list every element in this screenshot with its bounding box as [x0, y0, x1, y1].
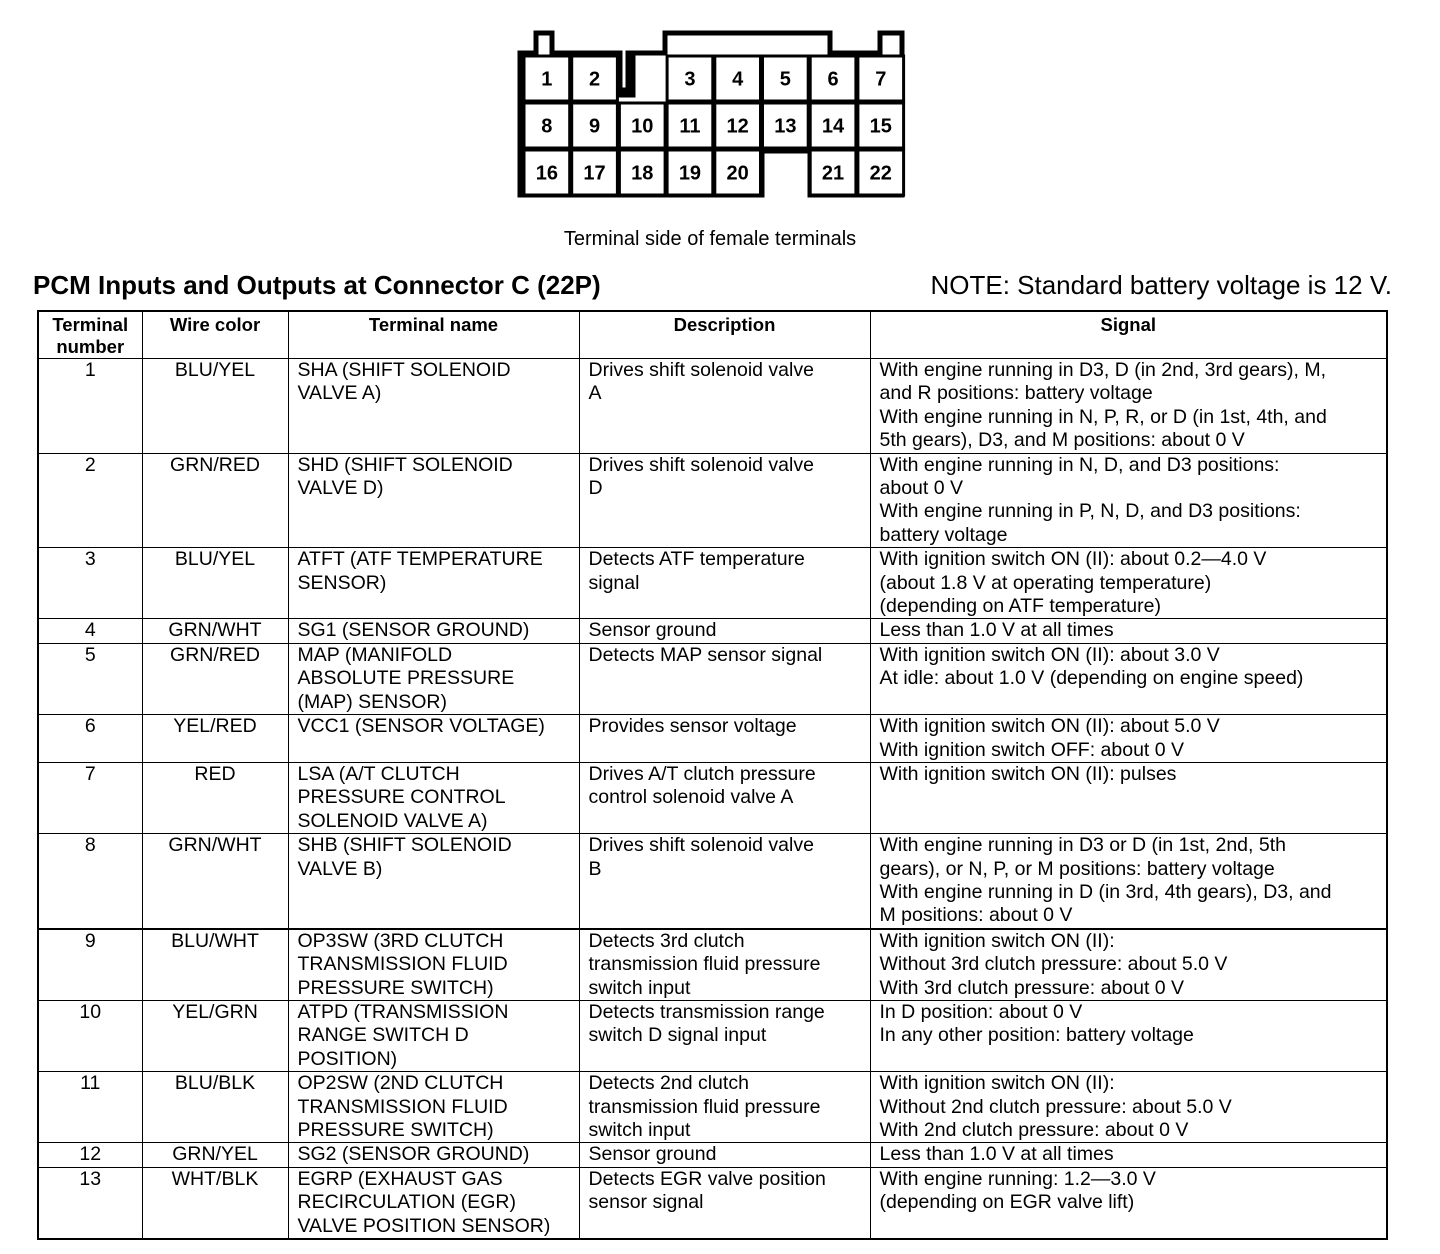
connector-diagram [500, 20, 920, 205]
terminal-number-cell: 9 [38, 929, 142, 1001]
signal-cell: With ignition switch ON (II): Without 3rd clutch pressure: about 5.0 V With 3rd clutch pressure: about 0 V [870, 929, 1387, 1001]
signal-cell: With engine running in D3, D (in 2nd, 3rd gears), M, and R positions: battery voltage With engine running in N, P, R, or D (in 1st, 4th, and 5th gears), D3, and M positions: about 0 V [870, 359, 1387, 454]
connector-caption: Terminal side of female terminals [563, 228, 857, 250]
table-row [38, 1000, 1387, 1071]
wire-color-cell: WHT/BLK [142, 1167, 288, 1239]
signal-cell: With ignition switch ON (II): Without 2nd clutch pressure: about 5.0 V With 2nd clutch pressure: about 0 V [870, 1072, 1387, 1143]
terminal-label: 13 [774, 115, 797, 138]
table-row [38, 762, 1387, 833]
table-row [38, 359, 1387, 454]
description-cell: Detects transmission range switch D signal input [579, 1000, 870, 1071]
terminal-name-cell: MAP (MANIFOLD ABSOLUTE PRESSURE (MAP) SENSOR) [288, 643, 579, 714]
wire-color-cell: BLU/YEL [142, 548, 288, 619]
wire-color-cell: BLU/WHT [142, 929, 288, 1001]
terminal-name-cell: ATFT (ATF TEMPERATURE SENSOR) [288, 548, 579, 619]
terminal-label: 17 [583, 162, 606, 185]
terminal-label: 19 [678, 162, 702, 185]
terminal-label: 1 [541, 68, 553, 91]
terminal-label: 4 [732, 68, 744, 91]
terminal-label: 6 [827, 68, 839, 91]
col-terminal-number: Terminal number [38, 311, 142, 359]
wire-color-cell: GRN/RED [142, 643, 288, 714]
terminal-label: 14 [821, 115, 845, 138]
description-cell: Detects EGR valve position sensor signal [579, 1167, 870, 1239]
terminal-name-cell: ATPD (TRANSMISSION RANGE SWITCH D POSITION) [288, 1000, 579, 1071]
terminal-number-cell: 5 [38, 643, 142, 714]
terminal-number-cell: 8 [38, 834, 142, 929]
table-row [38, 929, 1387, 1001]
wire-color-cell: GRN/YEL [142, 1143, 288, 1167]
terminal-label: 5 [779, 68, 791, 91]
signal-cell: In D position: about 0 V In any other position: battery voltage [870, 1000, 1387, 1071]
terminal-label: 8 [541, 115, 553, 138]
terminal-label: 18 [631, 162, 654, 185]
table-body [38, 359, 1387, 1240]
signal-cell: Less than 1.0 V at all times [870, 1143, 1387, 1167]
wire-color-cell: BLU/YEL [142, 359, 288, 454]
terminal-number-cell: 12 [38, 1143, 142, 1167]
terminal-number-cell: 11 [38, 1072, 142, 1143]
description-cell: Drives shift solenoid valve A [579, 359, 870, 454]
terminal-number-cell: 1 [38, 359, 142, 454]
pcm-io-table [37, 310, 1388, 1240]
terminal-label: 12 [726, 115, 749, 138]
col-description: Description [579, 311, 870, 359]
wire-color-cell: YEL/GRN [142, 1000, 288, 1071]
description-cell: Detects 2nd clutch transmission fluid pressure switch input [579, 1072, 870, 1143]
wire-color-cell: BLU/BLK [142, 1072, 288, 1143]
terminal-number-cell: 10 [38, 1000, 142, 1071]
col-signal: Signal [870, 311, 1387, 359]
signal-cell: With ignition switch ON (II): about 3.0 V At idle: about 1.0 V (depending on engine speed) [870, 643, 1387, 714]
terminal-cells [524, 56, 904, 195]
table-row [38, 834, 1387, 929]
wire-color-cell: GRN/WHT [142, 834, 288, 929]
description-cell: Sensor ground [579, 1143, 870, 1167]
terminal-name-cell: SG2 (SENSOR GROUND) [288, 1143, 579, 1167]
signal-cell: With engine running in D3 or D (in 1st, 2nd, 5th gears), or N, P, or M positions: battery voltage With engine running in D (in 3rd, 4th gears), D3, and M positions: about 0 V [870, 834, 1387, 929]
terminal-name-cell: SHB (SHIFT SOLENOID VALVE B) [288, 834, 579, 929]
table-header-row [38, 311, 1387, 359]
description-cell: Drives shift solenoid valve D [579, 453, 870, 548]
table-row [38, 453, 1387, 548]
terminal-number-cell: 4 [38, 619, 142, 643]
col-terminal-name: Terminal name [288, 311, 579, 359]
signal-cell: With engine running in N, D, and D3 positions: about 0 V With engine running in P, N, D, and D3 positions: battery voltage [870, 453, 1387, 548]
description-cell: Drives shift solenoid valve B [579, 834, 870, 929]
terminal-label: 20 [726, 162, 749, 185]
terminal-label: 3 [684, 68, 696, 91]
wire-color-cell: YEL/RED [142, 715, 288, 763]
signal-cell: With ignition switch ON (II): pulses [870, 762, 1387, 833]
description-cell: Provides sensor voltage [579, 715, 870, 763]
terminal-label: 22 [869, 162, 892, 185]
description-cell: Sensor ground [579, 619, 870, 643]
signal-cell: With engine running: 1.2—3.0 V (depending on EGR valve lift) [870, 1167, 1387, 1239]
terminal-name-cell: OP2SW (2ND CLUTCH TRANSMISSION FLUID PRESSURE SWITCH) [288, 1072, 579, 1143]
terminal-label: 11 [679, 115, 701, 138]
signal-cell: With ignition switch ON (II): about 0.2—4.0 V (about 1.8 V at operating temperature) (depending on ATF temperature) [870, 548, 1387, 619]
signal-cell: With ignition switch ON (II): about 5.0 V With ignition switch OFF: about 0 V [870, 715, 1387, 763]
page-title: PCM Inputs and Outputs at Connector C (22P) [33, 270, 601, 300]
table-row [38, 1072, 1387, 1143]
terminal-label: 15 [869, 115, 892, 138]
terminal-name-cell: SHA (SHIFT SOLENOID VALVE A) [288, 359, 579, 454]
terminal-number-cell: 7 [38, 762, 142, 833]
signal-cell: Less than 1.0 V at all times [870, 619, 1387, 643]
terminal-name-cell: LSA (A/T CLUTCH PRESSURE CONTROL SOLENOID VALVE A) [288, 762, 579, 833]
terminal-number-cell: 6 [38, 715, 142, 763]
table-row [38, 1167, 1387, 1239]
table-row [38, 643, 1387, 714]
table-row [38, 548, 1387, 619]
table-row [38, 1143, 1387, 1167]
terminal-number-cell: 13 [38, 1167, 142, 1239]
wire-color-cell: GRN/WHT [142, 619, 288, 643]
terminal-label: 2 [588, 68, 601, 91]
connector-lock-bar [665, 33, 830, 53]
table-row [38, 619, 1387, 643]
terminal-name-cell: EGRP (EXHAUST GAS RECIRCULATION (EGR) VALVE POSITION SENSOR) [288, 1167, 579, 1239]
description-cell: Detects 3rd clutch transmission fluid pressure switch input [579, 929, 870, 1001]
table-row [38, 715, 1387, 763]
description-cell: Drives A/T clutch pressure control solenoid valve A [579, 762, 870, 833]
terminal-name-cell: VCC1 (SENSOR VOLTAGE) [288, 715, 579, 763]
voltage-note: NOTE: Standard battery voltage is 12 V. [930, 270, 1392, 300]
wire-color-cell: RED [142, 762, 288, 833]
terminal-label: 10 [631, 115, 654, 138]
terminal-number-cell: 3 [38, 548, 142, 619]
col-wire-color: Wire color [142, 311, 288, 359]
terminal-name-cell: OP3SW (3RD CLUTCH TRANSMISSION FLUID PRESSURE SWITCH) [288, 929, 579, 1001]
wire-color-cell: GRN/RED [142, 453, 288, 548]
description-cell: Detects MAP sensor signal [579, 643, 870, 714]
terminal-label: 21 [821, 162, 845, 185]
terminal-number-cell: 2 [38, 453, 142, 548]
terminal-label: 9 [588, 115, 601, 138]
terminal-label: 7 [875, 68, 887, 91]
terminal-name-cell: SG1 (SENSOR GROUND) [288, 619, 579, 643]
terminal-name-cell: SHD (SHIFT SOLENOID VALVE D) [288, 453, 579, 548]
description-cell: Detects ATF temperature signal [579, 548, 870, 619]
terminal-label: 16 [535, 162, 558, 185]
key-slot-bottom [762, 151, 810, 195]
